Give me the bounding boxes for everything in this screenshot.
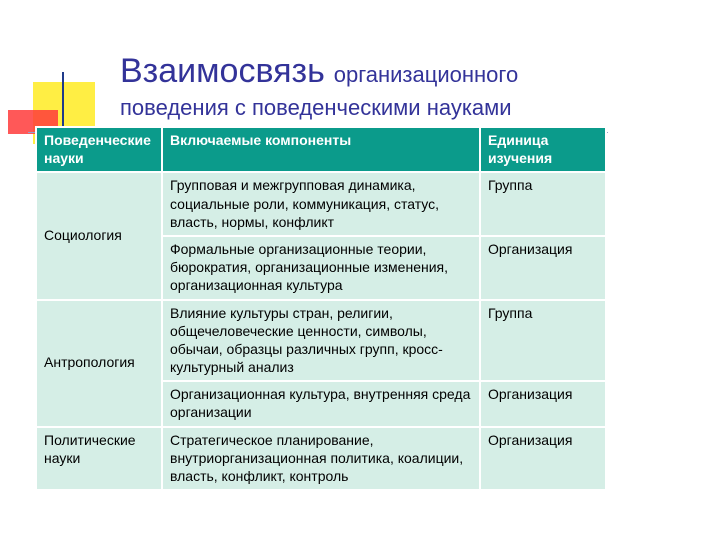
components-cell: Групповая и межгрупповая динамика, социальные роли, коммуникация, статус, власть, нормы, конфликт [162,172,480,236]
unit-cell: Группа [480,300,606,382]
unit-cell: Группа [480,172,606,236]
science-cell: Политические науки [36,427,162,491]
slide-title [120,52,518,120]
components-cell: Формальные организационные теории, бюрократия, организационные изменения, организационная культура [162,236,480,300]
components-cell: Влияние культуры стран, религии, общечеловеческие ценности, символы, обычаи, образцы различных групп, кросс-культурный анализ [162,300,480,382]
components-cell: Стратегическое планирование, внутриорганизационная политика, коалиции, власть, конфликт, контроль [162,427,480,491]
header-sciences: Поведенческие науки [36,127,162,172]
components-cell: Организационная культура, внутренняя среда организации [162,381,480,426]
decor-vertical-line [62,72,64,132]
header-components: Включаемые компоненты [162,127,480,172]
table-row [36,300,606,382]
table-row [36,172,606,236]
unit-cell: Организация [480,381,606,426]
sciences-table [35,126,607,491]
header-unit: Единица изучения [480,127,606,172]
title-part-2: организационного [333,62,519,87]
title-part-1: Взаимосвязь [120,52,325,90]
science-cell: Социология [36,172,162,299]
science-cell: Антропология [36,300,162,427]
table-header-row [36,127,606,172]
title-part-3: поведения с поведенческими науками [120,95,512,121]
unit-cell: Организация [480,427,606,491]
table-row [36,427,606,491]
unit-cell: Организация [480,236,606,300]
